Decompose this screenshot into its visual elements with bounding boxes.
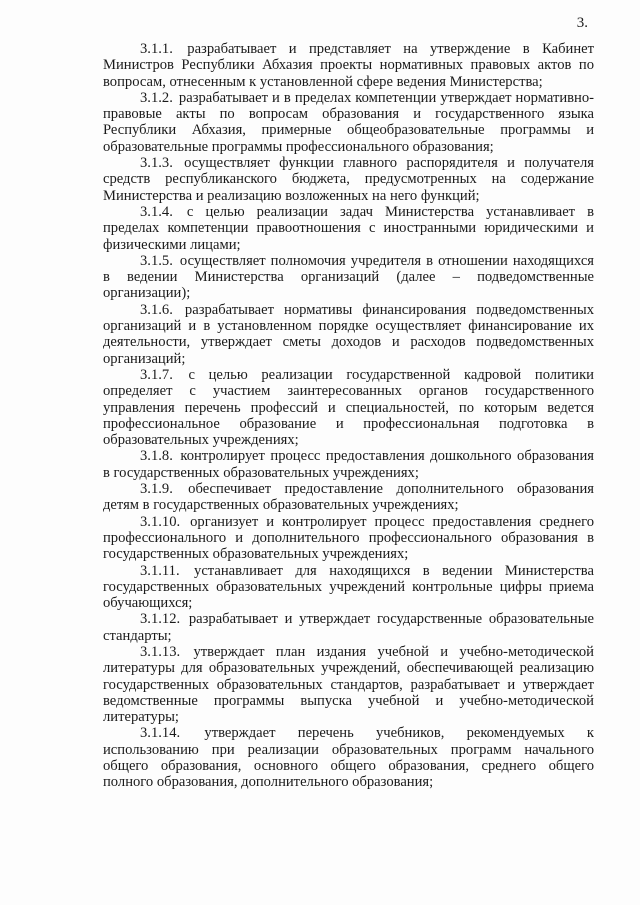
- clause-number: 3.1.3.: [140, 155, 173, 172]
- clause-3-1-12: [103, 611, 594, 644]
- clause-3-1-10: [103, 514, 594, 563]
- clause-text: с целью реализации задач Министерства устанавливает в пределах компетенции правоотношения с иностранными юридическими и физическими лицами;: [103, 203, 595, 253]
- clause-3-1-5: [103, 253, 594, 302]
- clause-number: 3.1.10.: [140, 513, 181, 530]
- clause-text: обеспечивает предоставление дополнительного образования детям в государственных образовательных учреждениях;: [103, 481, 594, 514]
- clause-number: 3.1.14.: [140, 725, 181, 742]
- clause-number: 3.1.5.: [140, 252, 173, 269]
- clause-text: организует и контролирует процесс предоставления среднего профессионального и дополнительного профессионального образования в государственных образовательных учреждениях;: [103, 513, 594, 563]
- clause-3-1-7: [103, 367, 594, 448]
- clause-number: 3.1.13.: [140, 643, 181, 660]
- page-number: 3.: [576, 15, 588, 31]
- clause-number: 3.1.6.: [140, 301, 173, 318]
- clause-number: 3.1.12.: [140, 611, 181, 628]
- clause-3-1-14: [103, 725, 594, 790]
- clause-3-1-2: [103, 90, 594, 155]
- clause-3-1-6: [103, 302, 594, 367]
- clause-3-1-9: [103, 481, 594, 514]
- document-body: [103, 41, 594, 791]
- clause-text: разрабатывает и представляет на утверждение в Кабинет Министров Республики Абхазия проекты нормативных правовых актов по вопросам, отнесенным к установленной сфере ведения Министерства;: [103, 41, 595, 90]
- clause-text: осуществляет функции главного распорядителя и получателя средств республиканского бюджета, предусмотренных на содержание Министерства и реализацию возложенных на него функций;: [103, 155, 594, 204]
- clause-number: 3.1.7.: [140, 366, 173, 383]
- clause-text: с целью реализации государственной кадровой политики определяет с участием заинтересованных органов государственного управления перечень профессий и специальностей, по которым ведется профессиональное образование и профессиональная подготовка в образовательных учреждениях;: [103, 366, 594, 449]
- clause-text: разрабатывает и утверждает государственные образовательные стандарты;: [103, 611, 594, 644]
- clause-number: 3.1.2.: [140, 89, 173, 106]
- clause-number: 3.1.1.: [140, 41, 173, 57]
- clause-text: устанавливает для находящихся в ведении Министерства государственных образовательных учреждений контрольные цифры приема обучающихся;: [103, 562, 594, 612]
- clause-text: разрабатывает нормативы финансирования подведомственных организаций и в установленном порядке осуществляет финансирование их деятельности, утверждает сметы доходов и расходов подведомственных организаций;: [103, 301, 594, 367]
- clause-3-1-1: [103, 41, 594, 90]
- clause-3-1-13: [103, 644, 594, 725]
- clause-3-1-11: [103, 563, 594, 612]
- clause-number: 3.1.8.: [140, 448, 173, 465]
- clause-3-1-3: [103, 155, 594, 204]
- clause-number: 3.1.9.: [140, 481, 173, 498]
- clause-text: утверждает план издания учебной и учебно-методической литературы для образовательных учреждений, обеспечивающей реализацию государственных образовательных стандартов, разрабатывает и утверждает ведомственные программы выпуска учебной и учебно-методической литературы;: [103, 643, 594, 726]
- clause-text: разрабатывает и в пределах компетенции утверждает нормативно-правовые акты по вопросам образования и государственного языка Республики Абхазия, примерные общеобразовательные программы и образовательные программы профессионального образования;: [103, 89, 594, 155]
- clause-text: утверждает перечень учебников, рекомендуемых к использованию при реализации образовательных программ начального общего образования, основного общего образования, среднего общего полного образования, дополнительного образования;: [103, 725, 594, 791]
- clause-3-1-4: [103, 204, 594, 253]
- clause-text: осуществляет полномочия учредителя в отношении находящихся в ведении Министерства организаций (далее – подведомственные организации);: [103, 252, 595, 302]
- clause-text: контролирует процесс предоставления дошкольного образования в государственных образовательных учреждениях;: [103, 448, 595, 481]
- clause-number: 3.1.11.: [140, 562, 180, 579]
- clause-number: 3.1.4.: [140, 203, 173, 220]
- clause-3-1-8: [103, 448, 594, 481]
